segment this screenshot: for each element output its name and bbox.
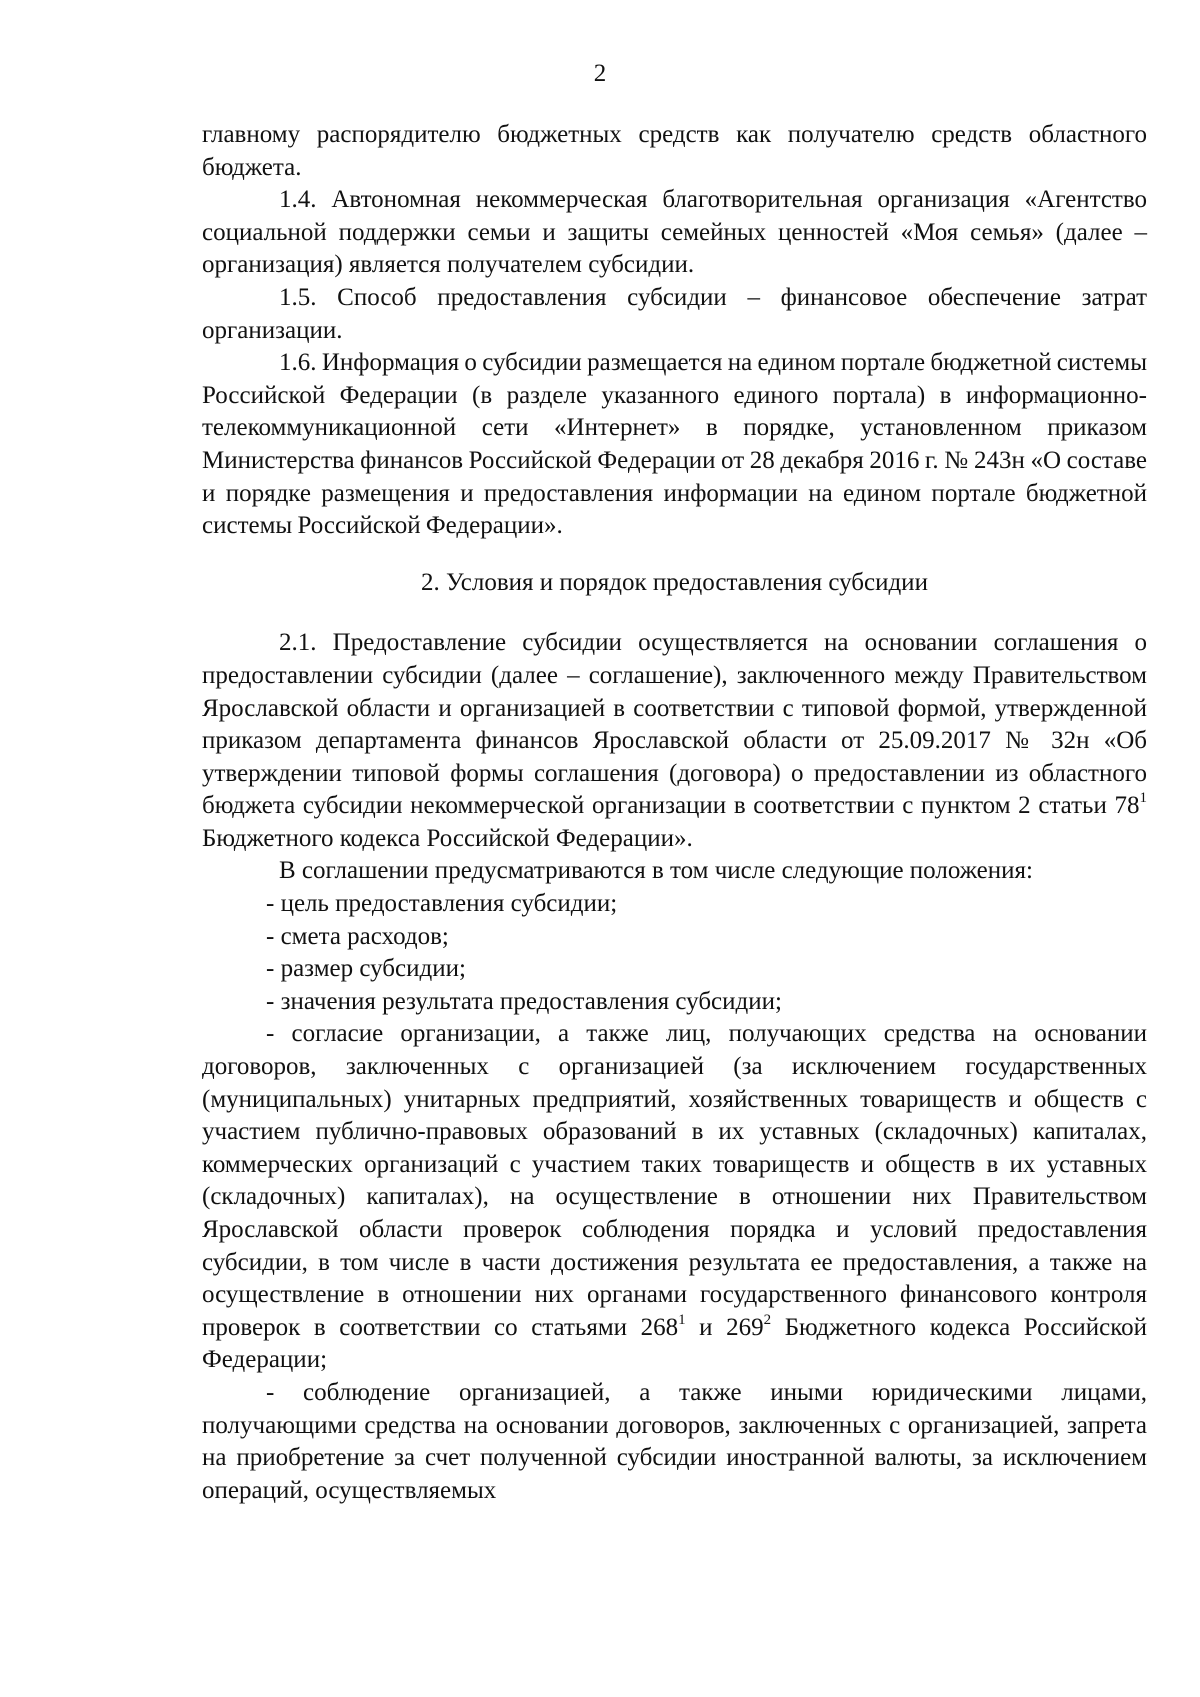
compliance-provision: - соблюдение организацией, а также иными юридическими лицами, получающими средства на основании договоров, заключенных с организацией, запрета на приобретение за счет полученной субсидии иностранной валюты, за исключением операций, осуществляемых [202,1378,1147,1504]
consent-text: - согласие организации, а также лиц, получающих средства на основании договоров, заключенных с организацией (за исключением государственных (муниципальных) унитарных предприятий, хозяйственных товариществ и обществ с участием публично-правовых образований в их уставных (складочных) капиталах, коммерческих организаций с участием таких товариществ и обществ в их уставных (складочных) капиталах), на осуществление в отношении них Правительством Ярославской области проверок соблюдения порядка и условий предоставления субсидии, в том числе в части достижения результата ее предоставления, а также на осуществление в отношении них органами государственного финансового контроля проверок в соответствии со статьями 268 [202,1020,1147,1341]
document-body [202,119,1147,1507]
paragraph-continuation: главному распорядителю бюджетных средств как получателю средств областного бюджета. [202,121,1147,181]
list-item: - цель предоставления субсидии; [266,890,618,918]
superscript: 1 [1139,790,1147,807]
consent-provision [202,1018,1147,1377]
page-number: 2 [593,60,607,87]
provisions-intro: В соглашении предусматриваются в том числе следующие положения: [279,857,1033,885]
section-2-heading: 2. Условия и порядок предоставления субсидии [421,568,928,596]
paragraph-2-1 [202,627,1147,855]
superscript: 2 [763,1311,772,1328]
superscript: 1 [678,1311,686,1328]
list-item: - значения результата предоставления субсидии; [266,987,782,1015]
paragraph-2-1-text: 2.1. Предоставление субсидии осуществляется на основании соглашения о предоставлении субсидии (далее – соглашение), заключенного между Правительством Ярославской области и организацией в соответствии с типовой формой, утвержденной приказом департамента финансов Ярославской области от 25.09.2017 № 32н «Об утверждении типовой формы соглашения (договора) о предоставлении из областного бюджета субсидии некоммерческой организации в соответствии с пунктом 2 статьи 78 [202,629,1147,820]
consent-text-mid: и 269 [685,1313,764,1341]
paragraph-1-4: 1.4. Автономная некоммерческая благотворительная организация «Агентство социальной поддержки семьи и защиты семейных ценностей «Моя семья» (далее – организация) является получателем субсидии. [202,186,1147,279]
paragraph-1-5: 1.5. Способ предоставления субсидии – финансовое обеспечение затрат организации. [202,283,1147,344]
paragraph-2-1-tail: Бюджетного кодекса Российской Федерации». [202,824,693,852]
list-item: - размер субсидии; [266,955,466,983]
list-item: - смета расходов; [266,922,449,950]
consent-text-tail: Бюджетного кодекса Российской Федерации; [202,1313,1147,1374]
paragraph-1-6: 1.6. Информация о субсидии размещается на едином портале бюджетной системы Российской Федерации (в разделе указанного единого портала) в информационно-телекоммуникационной сети «Интернет» в порядке, установленном приказом Министерства финансов Российской Федерации от 28 декабря 2016 г. № 243н «О составе и порядке размещения и предоставления информации на едином портале бюджетной системы Российской Федерации». [202,349,1147,540]
